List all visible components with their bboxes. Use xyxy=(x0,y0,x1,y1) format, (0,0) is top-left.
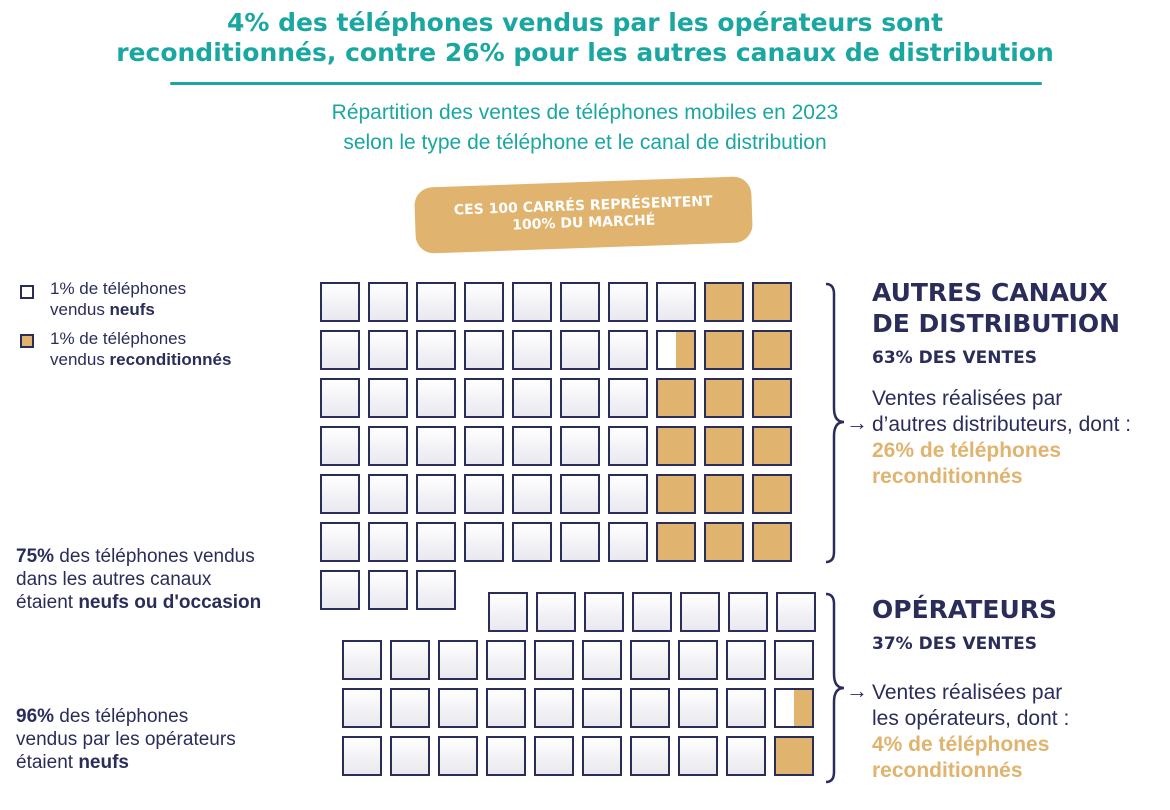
waffle-square-other-new xyxy=(416,378,456,418)
section-operators-highlight-line1: 4% de téléphones xyxy=(872,733,1050,756)
section-other-highlight-line1: 26% de téléphones xyxy=(872,439,1062,462)
waffle-square-operators-new xyxy=(630,736,670,776)
waffle-square-other-refurbished xyxy=(752,426,792,466)
waffle-square-other-new xyxy=(608,330,648,370)
waffle-square-operators-new xyxy=(438,736,478,776)
waffle-square-operators-new xyxy=(486,640,526,680)
waffle-square-other-new xyxy=(464,282,504,322)
waffle-square-operators-new xyxy=(774,640,814,680)
note-op-line3-prefix: étaient xyxy=(16,752,79,773)
waffle-square-other-new xyxy=(608,522,648,562)
waffle-square-other-new xyxy=(560,522,600,562)
brace-other-channels xyxy=(824,282,846,564)
waffle-square-operators-new xyxy=(678,640,718,680)
section-operators-highlight-line2: reconditionnés xyxy=(872,759,1023,782)
waffle-square-other-refurbished xyxy=(656,522,696,562)
section-other-share: 63% DES VENTES xyxy=(872,348,1037,368)
section-other-desc xyxy=(872,386,1131,438)
waffle-square-operators-new xyxy=(534,736,574,776)
waffle-square-other-new xyxy=(368,474,408,514)
waffle-square-operators-new xyxy=(438,640,478,680)
badge-line-2: 100% DU MARCHÉ xyxy=(511,212,656,234)
waffle-square-operators-new xyxy=(726,688,766,728)
waffle-square-operators-new xyxy=(342,640,382,680)
note-other-line3-bold: neufs ou d'occasion xyxy=(78,592,262,613)
waffle-square-other-refurbished xyxy=(704,426,744,466)
legend-new-prefix: vendus xyxy=(50,300,110,319)
waffle-square-other-new xyxy=(368,426,408,466)
waffle-square-other-new xyxy=(560,330,600,370)
waffle-square-operators-new xyxy=(536,592,576,632)
waffle-square-operators-new xyxy=(630,640,670,680)
waffle-square-other-new xyxy=(320,426,360,466)
waffle-square-operators-new xyxy=(776,592,816,632)
waffle-square-operators-new xyxy=(438,688,478,728)
section-other-title-line2: DE DISTRIBUTION xyxy=(872,309,1121,338)
waffle-square-other-refurbished xyxy=(704,474,744,514)
waffle-square-other-refurbished xyxy=(656,330,696,370)
note-other-line2: dans les autres canaux xyxy=(16,569,212,590)
waffle-square-operators-new xyxy=(582,688,622,728)
waffle-square-other-refurbished xyxy=(704,378,744,418)
section-other-highlight-line2: reconditionnés xyxy=(872,465,1023,488)
waffle-square-operators-new xyxy=(342,736,382,776)
waffle-square-operators-new xyxy=(582,736,622,776)
waffle-square-other-new xyxy=(512,378,552,418)
waffle-square-other-new xyxy=(416,426,456,466)
waffle-square-other-refurbished xyxy=(656,378,696,418)
waffle-square-other-new xyxy=(320,282,360,322)
waffle-square-other-refurbished xyxy=(752,474,792,514)
title-line-2: reconditionnés, contre 26% pour les autres canaux de distribution xyxy=(116,38,1054,67)
waffle-square-other-new xyxy=(320,330,360,370)
waffle-square-operators-refurbished xyxy=(774,736,814,776)
section-operators-desc-line2: les opérateurs, dont : xyxy=(872,707,1070,730)
subtitle-line-1: Répartition des ventes de téléphones mobiles en 2023 xyxy=(331,101,839,124)
waffle-square-other-new xyxy=(464,522,504,562)
waffle-square-other-new xyxy=(560,378,600,418)
waffle-square-other-new xyxy=(320,378,360,418)
section-operators-share: 37% DES VENTES xyxy=(872,634,1037,654)
waffle-square-other-new xyxy=(368,522,408,562)
waffle-square-other-new xyxy=(560,474,600,514)
waffle-square-other-refurbished xyxy=(656,474,696,514)
waffle-square-operators-new xyxy=(632,592,672,632)
waffle-square-other-new xyxy=(512,330,552,370)
legend-refurb-prefix: vendus xyxy=(50,350,110,369)
waffle-square-other-refurbished xyxy=(752,330,792,370)
section-other-title-line1: AUTRES CANAUX xyxy=(872,278,1108,307)
waffle-square-other-refurbished xyxy=(752,282,792,322)
waffle-square-other-new xyxy=(464,426,504,466)
waffle-square-operators-new xyxy=(728,592,768,632)
waffle-square-other-new xyxy=(368,378,408,418)
section-other-highlight xyxy=(872,438,1061,490)
waffle-square-other-new xyxy=(416,570,456,610)
waffle-square-operators-new xyxy=(390,640,430,680)
waffle-square-other-refurbished xyxy=(656,426,696,466)
waffle-square-other-new xyxy=(368,330,408,370)
waffle-square-other-new xyxy=(320,522,360,562)
note-op-line3-bold: neufs xyxy=(78,752,130,773)
waffle-square-operators-new xyxy=(534,688,574,728)
waffle-square-other-refurbished xyxy=(704,282,744,322)
waffle-square-other-new xyxy=(512,282,552,322)
waffle-square-operators-new xyxy=(678,736,718,776)
waffle-square-other-new xyxy=(512,426,552,466)
waffle-square-other-new xyxy=(512,474,552,514)
waffle-square-operators-new xyxy=(390,736,430,776)
note-op-line1: des téléphones xyxy=(54,706,189,727)
waffle-square-other-new xyxy=(560,282,600,322)
note-other-line3-prefix: étaient xyxy=(16,592,79,613)
waffle-square-other-new xyxy=(512,522,552,562)
waffle-square-other-new xyxy=(320,570,360,610)
waffle-square-other-new xyxy=(608,426,648,466)
waffle-square-operators-new xyxy=(630,688,670,728)
waffle-square-operators-new xyxy=(582,640,622,680)
waffle-square-other-new xyxy=(464,474,504,514)
section-operators-title: OPÉRATEURS xyxy=(872,595,1057,624)
section-operators-desc xyxy=(872,680,1069,732)
waffle-square-other-new xyxy=(608,378,648,418)
waffle-square-operators-new xyxy=(488,592,528,632)
waffle-square-operators-new xyxy=(534,640,574,680)
waffle-square-operators-new xyxy=(486,688,526,728)
waffle-square-operators-new xyxy=(584,592,624,632)
waffle-square-other-new xyxy=(368,282,408,322)
section-other-desc-line2: d’autres distributeurs, dont : xyxy=(872,413,1132,436)
waffle-square-other-new xyxy=(416,474,456,514)
legend-refurb-bold: reconditionnés xyxy=(109,350,232,369)
brace-other-path xyxy=(826,284,844,562)
waffle-square-other-refurbished xyxy=(704,330,744,370)
subtitle-line-2: selon le type de téléphone et le canal de distribution xyxy=(343,131,827,154)
section-operators-desc-line1: Ventes réalisées par xyxy=(872,681,1063,704)
waffle-square-other-refurbished xyxy=(752,522,792,562)
waffle-square-operators-new xyxy=(726,640,766,680)
waffle-square-operators-new xyxy=(680,592,720,632)
waffle-square-other-new xyxy=(608,282,648,322)
waffle-square-operators-new xyxy=(678,688,718,728)
waffle-square-other-new xyxy=(464,378,504,418)
waffle-square-other-new xyxy=(608,474,648,514)
waffle-square-other-new xyxy=(464,330,504,370)
waffle-square-operators-new xyxy=(342,688,382,728)
legend-refurb-line-1: 1% de téléphones xyxy=(50,329,187,348)
brace-operators xyxy=(824,592,846,784)
section-operators-highlight xyxy=(872,732,1049,784)
note-op-line2: vendus par les opérateurs xyxy=(16,729,236,750)
arrow-operators-icon: → xyxy=(846,678,868,703)
waffle-square-operators-refurbished xyxy=(774,688,814,728)
legend-new-bold: neufs xyxy=(109,300,155,319)
waffle-square-operators-new xyxy=(390,688,430,728)
title-line-1: 4% des téléphones vendus par les opérateurs sont xyxy=(226,8,944,37)
waffle-square-other-new xyxy=(656,282,696,322)
waffle-square-operators-new xyxy=(486,736,526,776)
section-other-desc-line1: Ventes réalisées par xyxy=(872,387,1063,410)
note-other-line1: des téléphones vendus xyxy=(54,546,255,567)
waffle-square-other-new xyxy=(416,282,456,322)
waffle-square-operators-new xyxy=(726,736,766,776)
legend-new-line-1: 1% de téléphones xyxy=(50,279,187,298)
waffle-square-other-new xyxy=(368,570,408,610)
waffle-square-other-new xyxy=(416,330,456,370)
badge-line-1: CES 100 CARRÉS REPRÉSENTENT xyxy=(453,193,713,219)
waffle-square-other-refurbished xyxy=(704,522,744,562)
brace-operators-path xyxy=(826,594,844,782)
waffle-square-other-new xyxy=(320,474,360,514)
arrow-other-icon: → xyxy=(846,410,868,435)
note-other-pct: 75% xyxy=(16,546,55,567)
note-op-pct: 96% xyxy=(16,706,55,727)
waffle-square-other-new xyxy=(416,522,456,562)
section-other-title xyxy=(872,277,1120,339)
waffle-square-other-new xyxy=(560,426,600,466)
waffle-square-other-refurbished xyxy=(752,378,792,418)
